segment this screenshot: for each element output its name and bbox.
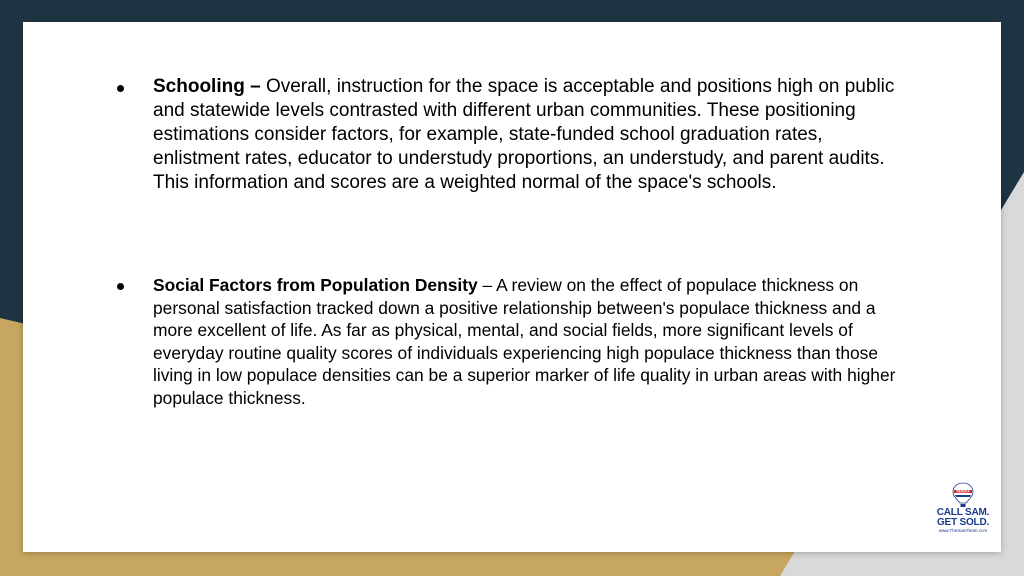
logo-url: www.TheSamTeam.com <box>938 528 988 533</box>
bullet-dot-icon <box>117 283 124 290</box>
bullet-dot-icon <box>117 85 124 92</box>
bullet-schooling <box>117 75 907 195</box>
bullet-body: – A review on the effect of populace thickness on personal satisfaction tracked down a positive relationship between's populace thickness and a more excellent of life. As far as physical, mental, and social fields, more significant levels of everyday routine quality scores of individuals experiencing high populace thickness than those living in low populace densities can be a superior marker of life quality in urban areas with higher populace thickness. <box>153 275 896 408</box>
slide-card <box>23 22 1001 552</box>
bullet-text <box>153 274 907 410</box>
balloon-text: RE/MAX <box>956 489 970 494</box>
bullet-heading: Schooling – <box>153 76 261 97</box>
bullet-body: Overall, instruction for the space is acceptable and positions high on public and statewide levels contrasted with different urban communities. These positioning estimations consider factors, for example, state-funded school graduation rates, enlistment rates, educator to understudy proportions, an understudy, and parent audits. This information and scores are a weighted normal of the space's schools. <box>153 76 895 193</box>
logo-line-1: CALL SAM. <box>936 507 990 518</box>
hot-air-balloon-icon <box>952 482 974 508</box>
brand-logo <box>929 482 997 544</box>
bullet-heading: Social Factors from Population Density <box>153 275 478 295</box>
logo-line-2: GET SOLD. <box>936 517 990 528</box>
bullet-social-factors <box>117 274 907 410</box>
bullet-text <box>153 75 907 195</box>
